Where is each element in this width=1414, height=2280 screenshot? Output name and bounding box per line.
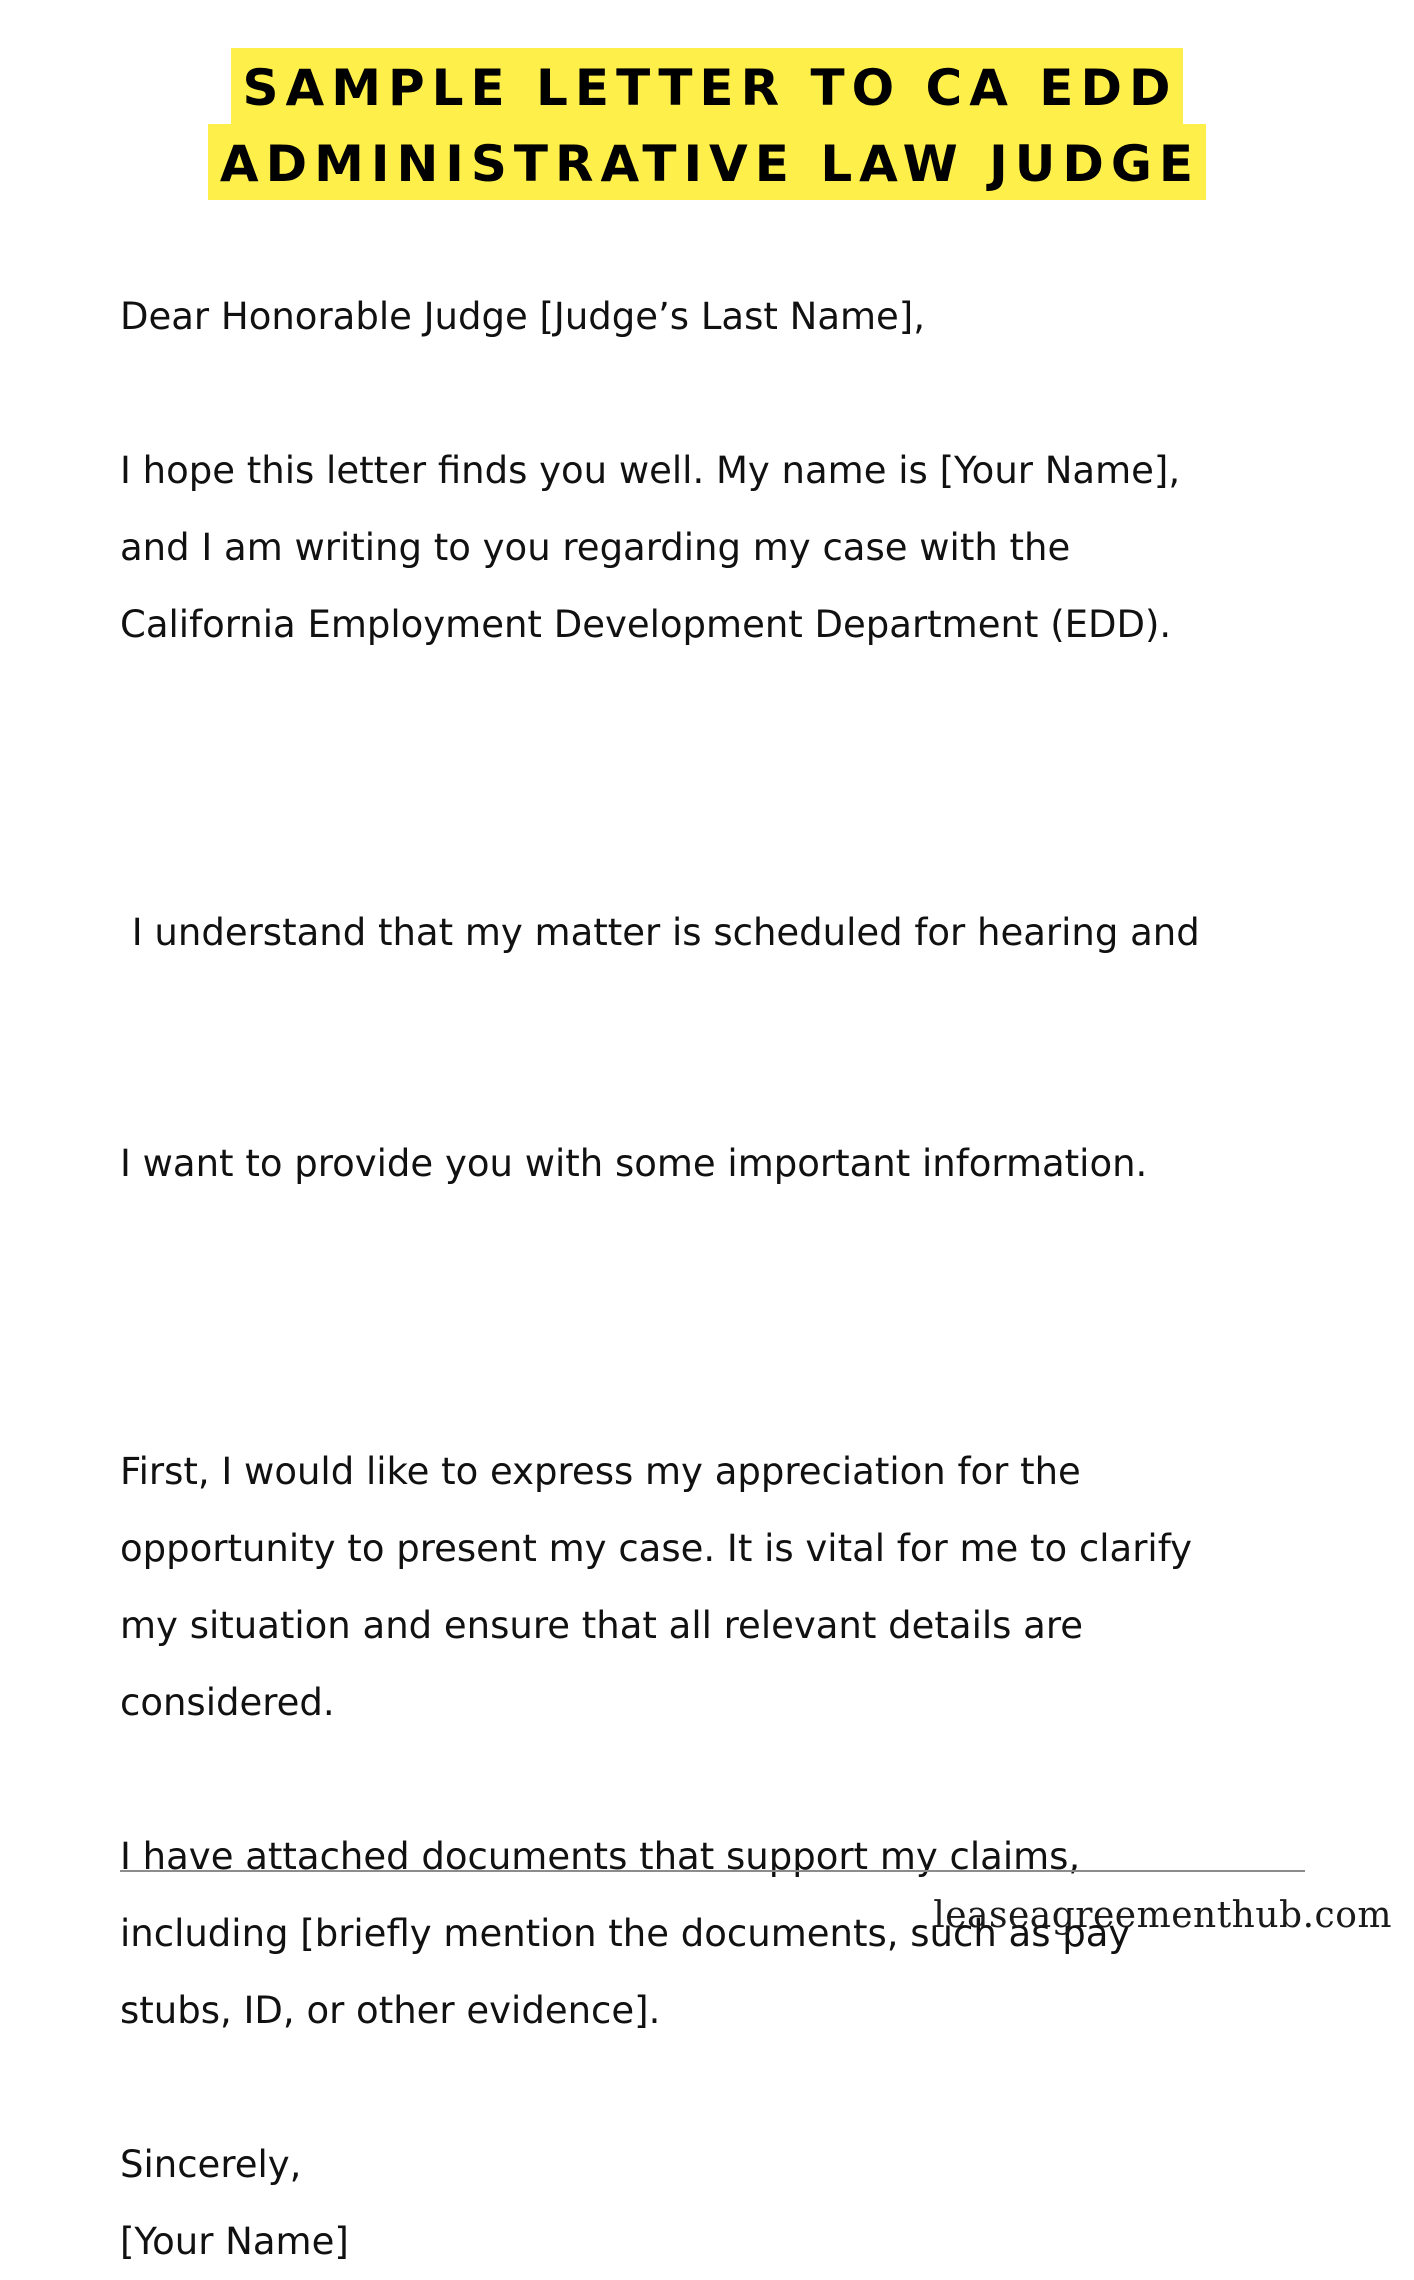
- paragraph-line: considered.: [120, 1681, 335, 1724]
- paragraph-line: opportunity to present my case. It is vital for me to clarify: [120, 1527, 1192, 1570]
- salutation: [120, 278, 1380, 355]
- paragraph-line: I want to provide you with some important information.: [120, 1142, 1148, 1185]
- paragraph-line: I have attached documents that support my claims,: [120, 1835, 1081, 1878]
- paragraph-line: I hope this letter finds you well. My name is [Your Name],: [120, 449, 1181, 492]
- paragraph-line: I understand that my matter is scheduled for hearing and: [120, 911, 1200, 954]
- paragraph-line: stubs, ID, or other evidence].: [120, 1989, 661, 2032]
- paragraph-intro: [120, 432, 1380, 663]
- paragraph-line: including [briefly mention the documents, such as pay: [120, 1912, 1131, 1955]
- document-title: [0, 48, 1414, 200]
- footer-divider: [120, 1870, 1305, 1872]
- signature-placeholder: [Your Name]: [120, 2220, 349, 2263]
- paragraph-hearing: [120, 740, 1380, 1356]
- salutation-text: Dear Honorable Judge [Judge’s Last Name],: [120, 295, 926, 338]
- closing-text: Sincerely,: [120, 2143, 302, 2186]
- website-footer: leaseagreementhub.com: [933, 1895, 1392, 1936]
- title-line-1: SAMPLE LETTER TO CA EDD: [231, 48, 1184, 124]
- closing-block: [120, 2126, 1380, 2280]
- paragraph-line: First, I would like to express my appreciation for the: [120, 1450, 1081, 1493]
- letter-body: [120, 278, 1380, 2280]
- paragraph-appreciation: [120, 1433, 1380, 1741]
- paragraph-line: my situation and ensure that all relevant details are: [120, 1604, 1084, 1647]
- paragraph-line: California Employment Development Department (EDD).: [120, 603, 1172, 646]
- paragraph-line: and I am writing to you regarding my case with the: [120, 526, 1071, 569]
- title-line-2: ADMINISTRATIVE LAW JUDGE: [208, 124, 1206, 200]
